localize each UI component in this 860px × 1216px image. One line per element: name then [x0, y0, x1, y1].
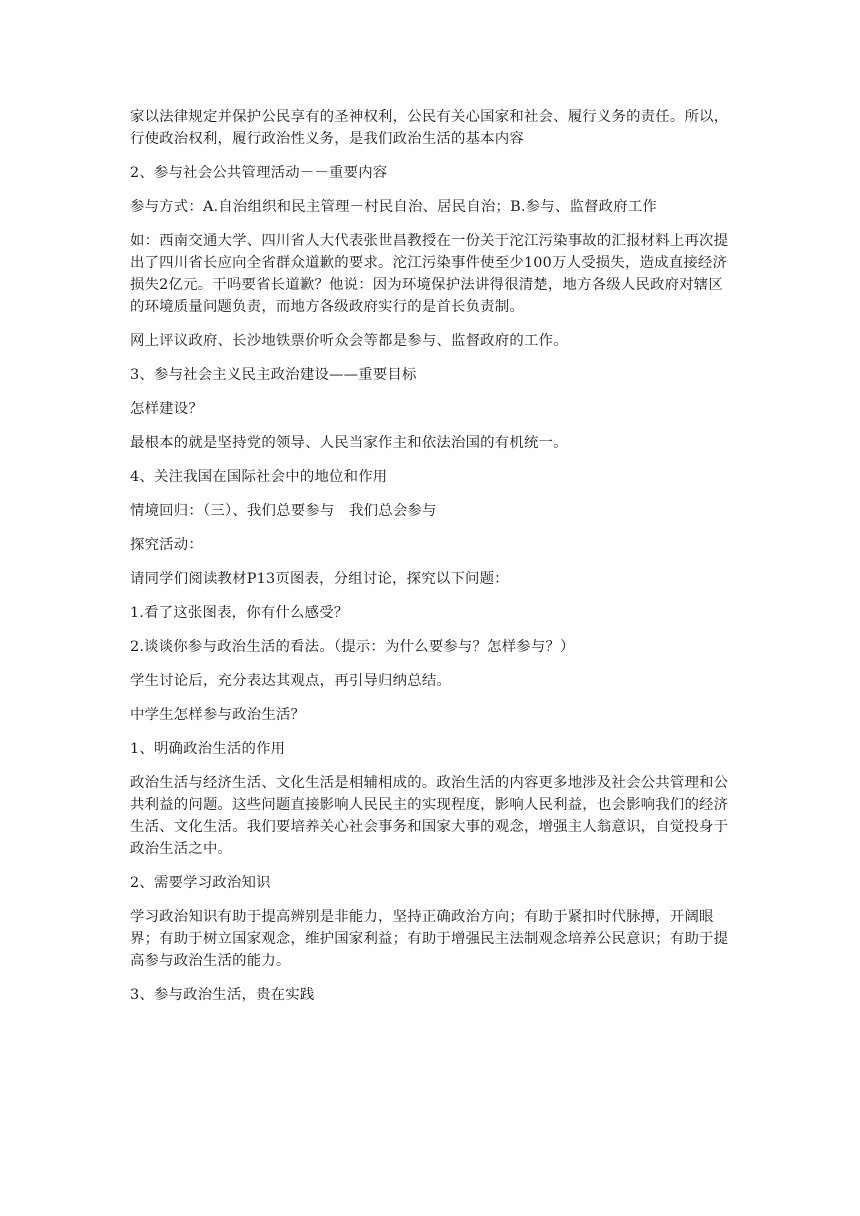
section-heading: 1、明确政治生活的作用	[130, 741, 286, 757]
paragraph: 如：西南交通大学、四川省人大代表张世昌教授在一份关于沱江污染事故的汇报材料上再次提出了四川省长应向全省群众道歉的要求。沱江污染事件使至少100万人受损失，造成直接经济损失2亿元。干吗要省长道歉？他说：因为环境保护法讲得很清楚，地方各级人民政府对辖区的环境质量问题负责，而地方各级政府实行的是首长负责制。	[130, 233, 729, 315]
section-heading: 2、参与社会公共管理活动－－重要内容	[130, 165, 388, 181]
paragraph: 请同学们阅读教材P13页图表，分组讨论，探究以下问题：	[130, 571, 509, 587]
section-heading: 3、参与政治生活，贵在实践	[130, 987, 315, 1003]
paragraph: 家以法律规定并保护公民享有的圣神权利，公民有关心国家和社会、履行义务的责任。所以，行使政治权利，履行政治性义务，是我们政治生活的基本内容	[130, 109, 729, 147]
question-item: 2.谈谈你参与政治生活的看法。（提示：为什么要参与？怎样参与？）	[130, 639, 575, 655]
paragraph: 中学生怎样参与政治生活？	[130, 707, 306, 723]
paragraph: 网上评议政府、长沙地铁票价听众会等都是参与、监督政府的工作。	[130, 333, 568, 349]
paragraph: 学习政治知识有助于提高辨别是非能力，坚持正确政治方向；有助于紧扣时代脉搏，开阔眼界；有助于树立国家观念，维护国家利益；有助于增强民主法制观念培养公民意识；有助于提高参与政治生活的能力。	[130, 909, 729, 969]
question-item: 1.看了这张图表，你有什么感受？	[130, 605, 349, 621]
section-heading: 2、需要学习政治知识	[130, 875, 271, 891]
paragraph: 怎样建设？	[130, 401, 203, 417]
paragraph: 情境回归：（三）、我们总要参与 我们总会参与	[130, 503, 437, 519]
paragraph: 参与方式：A.自治组织和民主管理－村民自治、居民自治；B.参与、监督政府工作	[130, 199, 658, 215]
document-page	[130, 106, 734, 1018]
paragraph: 最根本的就是坚持党的领导、人民当家作主和依法治国的有机统一。	[130, 435, 568, 451]
paragraph: 学生讨论后，充分表达其观点，再引导归纳总结。	[130, 673, 451, 689]
paragraph: 政治生活与经济生活、文化生活是相辅相成的。政治生活的内容更多地涉及社会公共管理和公共利益的问题。这些问题直接影响人民民主的实现程度，影响人民利益，也会影响我们的经济生活、文化生活。我们要培养关心社会事务和国家大事的观念，增强主人翁意识，自觉投身于政治生活之中。	[130, 775, 729, 857]
section-heading: 3、参与社会主义民主政治建设——重要目标	[130, 367, 417, 383]
paragraph: 探究活动：	[130, 537, 203, 553]
section-heading: 4、关注我国在国际社会中的地位和作用	[130, 469, 388, 485]
